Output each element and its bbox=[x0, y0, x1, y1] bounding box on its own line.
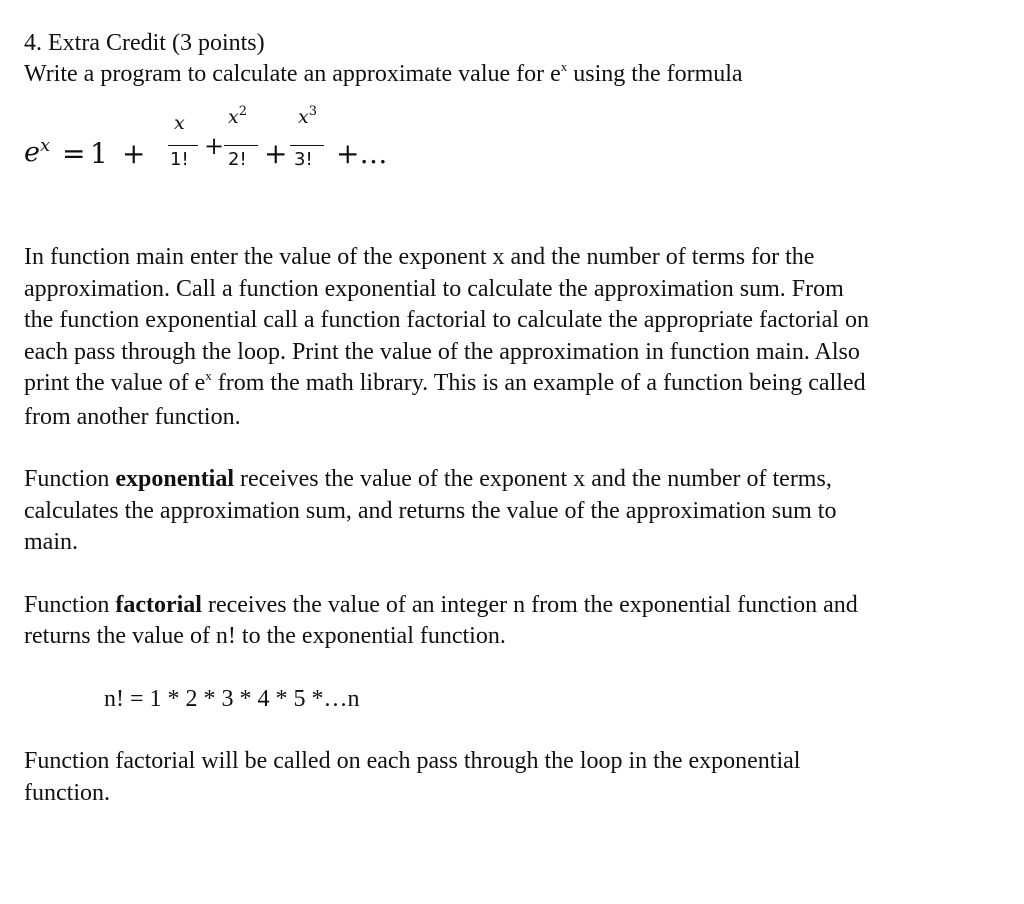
factorial-formula: n! = 1 * 2 * 3 * 4 * 5 *…n bbox=[104, 685, 360, 712]
paragraph-exponential-function bbox=[24, 464, 996, 559]
paragraph2-line1-rest: receives the value of the exponent x and the number of terms, bbox=[234, 466, 832, 492]
term1-denominator: 1! bbox=[170, 149, 189, 170]
formula-trailing: +… bbox=[336, 137, 388, 170]
intro-line bbox=[24, 59, 996, 92]
paragraph1-line: from another function. bbox=[24, 403, 241, 430]
intro-text-before: Write a program to calculate an approximate value for e bbox=[24, 61, 561, 87]
formula-equals: = bbox=[62, 137, 86, 170]
paragraph2-line: calculates the approximation sum, and returns the value of the approximation sum to bbox=[24, 497, 837, 524]
question-title: 4. Extra Credit (3 points) bbox=[24, 30, 265, 56]
paragraph-factorial-function bbox=[24, 590, 996, 653]
paragraph4-line: function. bbox=[24, 779, 110, 806]
term2-numerator bbox=[228, 106, 247, 128]
paragraph1-line5-superscript: x bbox=[205, 368, 212, 383]
term3-numerator bbox=[298, 106, 317, 128]
paragraph-main-instructions bbox=[24, 242, 996, 433]
paragraph1-line: each pass through the loop. Print the value of the approximation in function main. Also bbox=[24, 338, 860, 365]
formula-one: 1 bbox=[90, 137, 108, 170]
term3-fraction-bar bbox=[290, 145, 324, 146]
paragraph1-line: approximation. Call a function exponential to calculate the approximation sum. From bbox=[24, 275, 844, 302]
exponential-series-formula bbox=[24, 106, 996, 202]
formula-lhs-base: e bbox=[24, 137, 40, 168]
term1-fraction-bar bbox=[168, 145, 198, 146]
intro-text-after: using the formula bbox=[567, 61, 743, 87]
formula-plus: + bbox=[264, 137, 288, 170]
paragraph3-line1-rest: receives the value of an integer n from the exponential function and bbox=[201, 591, 858, 618]
term3-numerator-exponent: 3 bbox=[308, 104, 317, 119]
term2-numerator-exponent: 2 bbox=[238, 104, 247, 119]
formula-plus: + bbox=[122, 137, 146, 170]
paragraph2-bold-term: exponential bbox=[115, 466, 235, 492]
paragraph3-bold-term: factorial bbox=[115, 591, 202, 618]
paragraph1-line: In function main enter the value of the exponent x and the number of terms for the bbox=[24, 244, 815, 270]
term3-denominator: 3! bbox=[294, 149, 313, 170]
term1-numerator bbox=[174, 112, 185, 134]
term2-numerator-base: x bbox=[228, 106, 239, 128]
term2-denominator: 2! bbox=[228, 149, 247, 170]
term1-numerator-base: x bbox=[174, 112, 185, 134]
paragraph1-line: the function exponential call a function factorial to calculate the appropriate factorial on bbox=[24, 307, 869, 333]
paragraph2-line bbox=[24, 464, 996, 496]
term2-fraction-bar bbox=[224, 145, 258, 146]
paragraph3-lead: Function bbox=[24, 591, 116, 618]
paragraph3-line bbox=[24, 590, 996, 622]
intro-superscript: x bbox=[560, 59, 568, 74]
paragraph3-line: returns the value of n! to the exponential function. bbox=[24, 623, 506, 649]
formula-lhs-exponent: x bbox=[39, 135, 51, 156]
paragraph1-line bbox=[24, 368, 996, 402]
paragraph1-line5-after: from the math library. This is an example of a function being called bbox=[211, 370, 866, 396]
term3-numerator-base: x bbox=[298, 106, 309, 128]
paragraph-factorial-loop bbox=[24, 746, 996, 809]
paragraph4-line: Function factorial will be called on each pass through the loop in the exponential bbox=[24, 748, 801, 774]
paragraph2-lead: Function bbox=[24, 466, 116, 492]
formula-plus: + bbox=[204, 132, 225, 160]
paragraph2-line: main. bbox=[24, 529, 78, 555]
paragraph1-line5-before: print the value of e bbox=[24, 370, 206, 396]
formula-lhs bbox=[24, 137, 50, 168]
document-page bbox=[24, 28, 996, 809]
